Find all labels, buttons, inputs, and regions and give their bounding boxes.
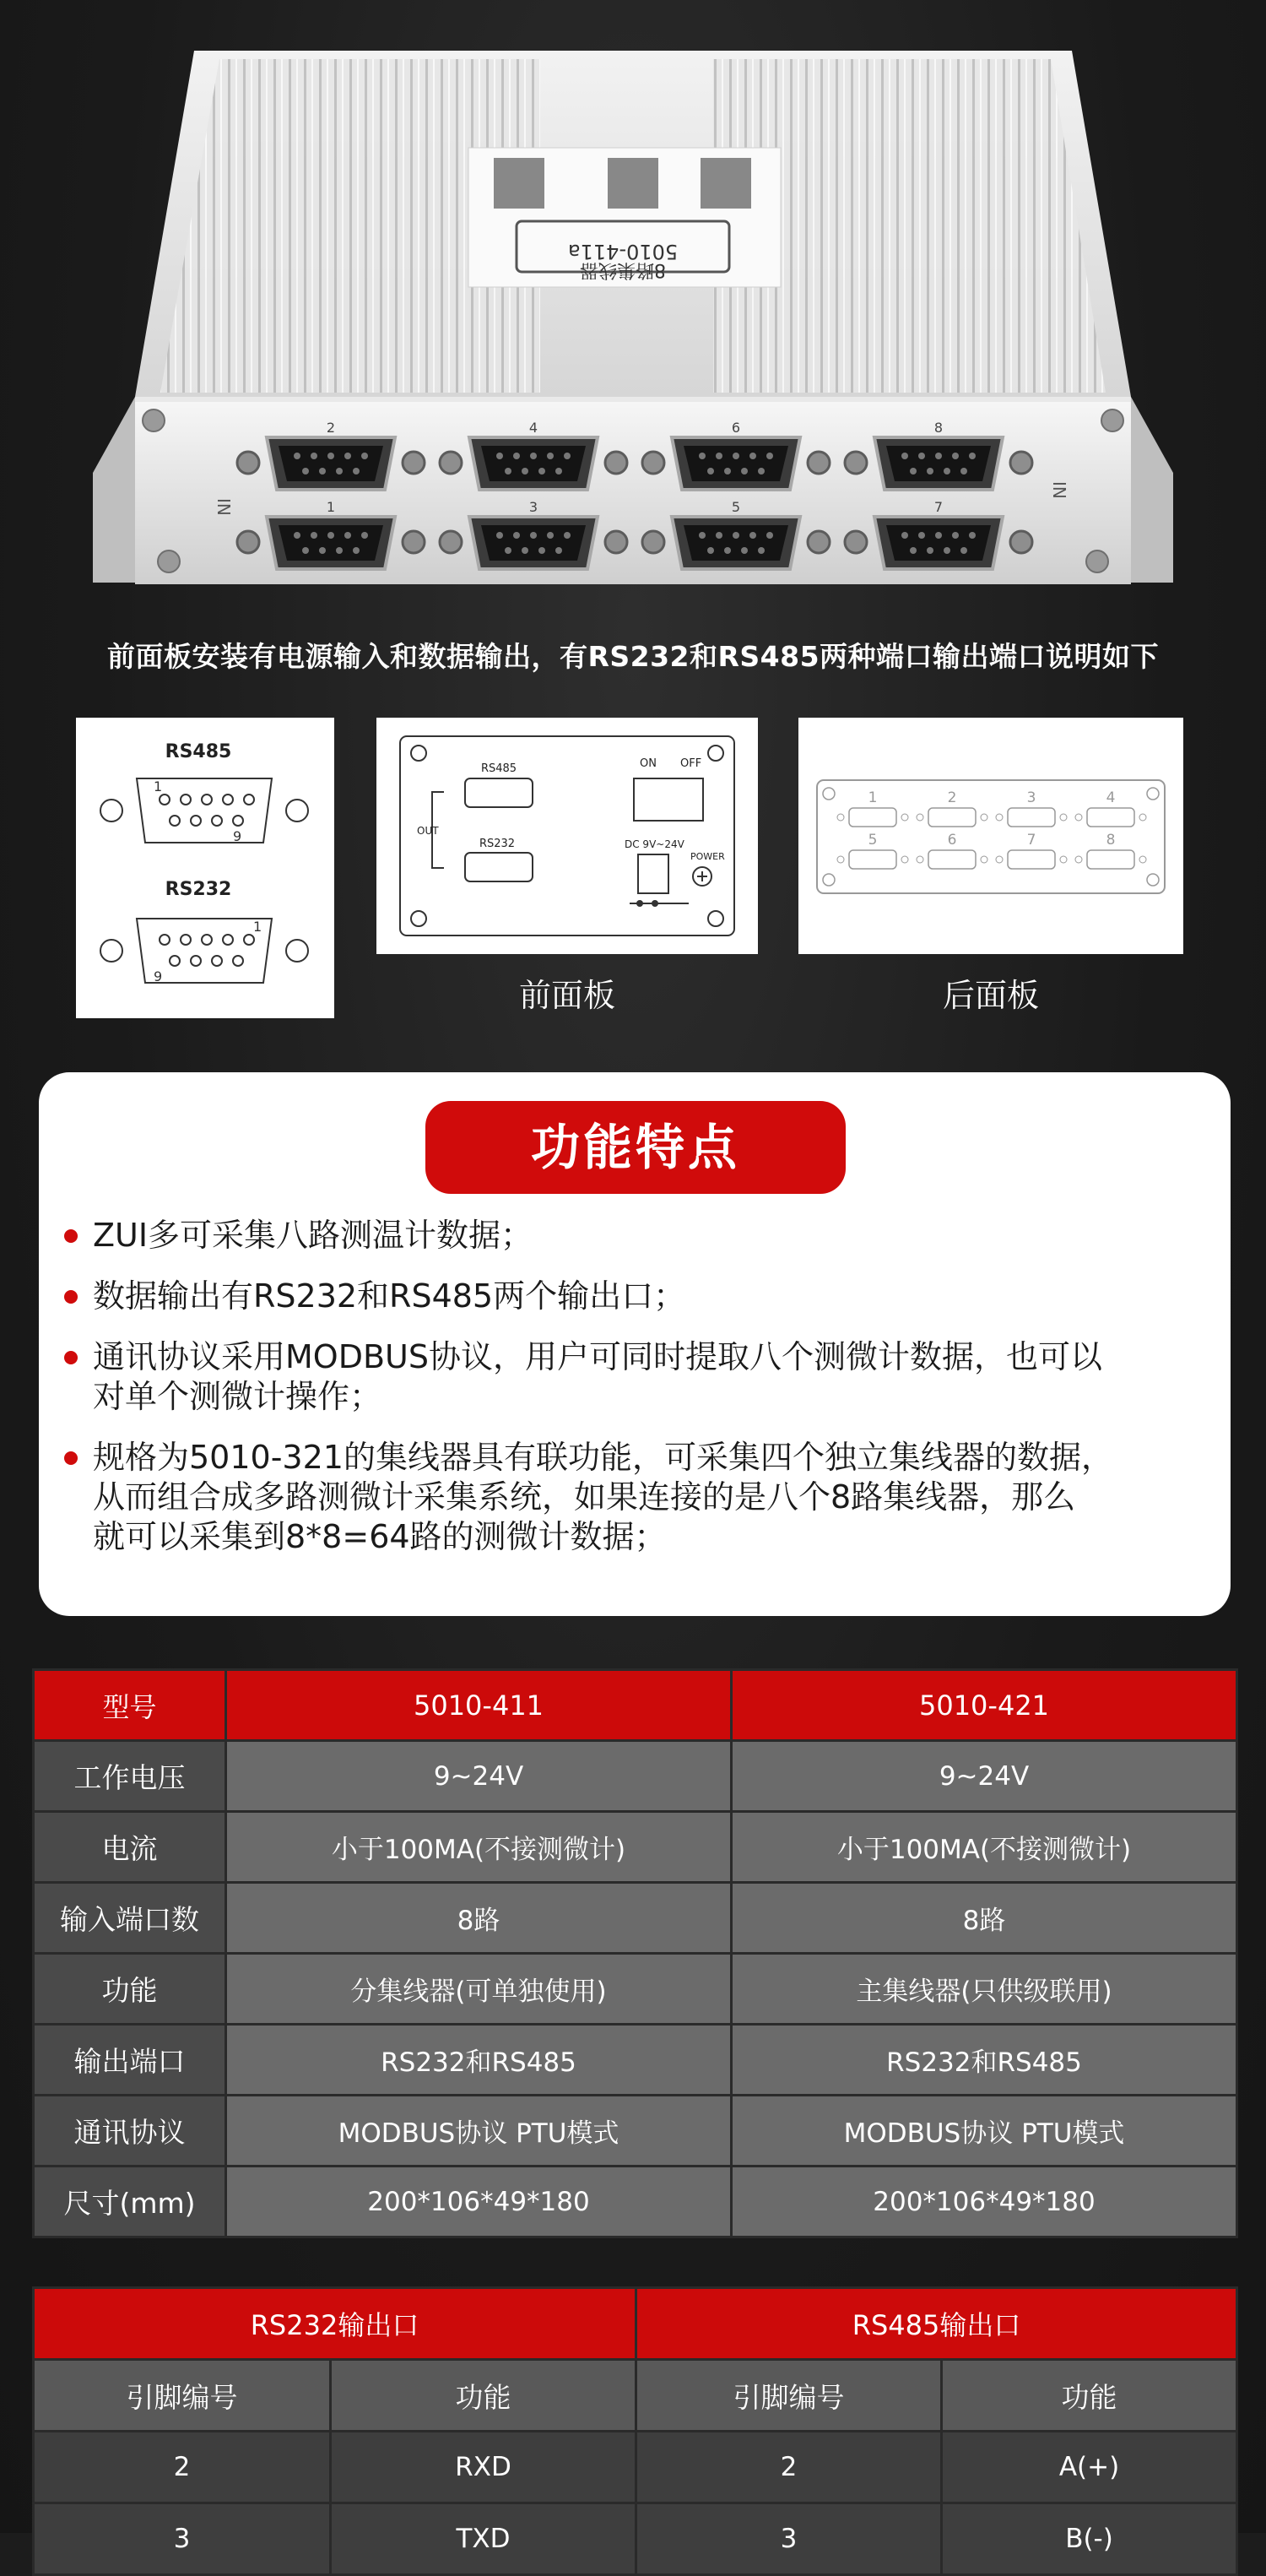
- screw-icon: [1086, 550, 1108, 572]
- table-row: [34, 2167, 1237, 2237]
- table-row: [34, 1812, 1237, 1883]
- feature-item: [64, 1277, 1195, 1316]
- bullet-dot-icon: [64, 1451, 78, 1465]
- spec-label-cell: 工作电压: [34, 1741, 226, 1812]
- spec-value-cell: MODBUS协议 PTU模式: [732, 2096, 1237, 2167]
- screw-icon: [143, 409, 165, 431]
- port-value-cell: 2: [34, 2432, 331, 2503]
- back-panel-diagram: [798, 718, 1183, 954]
- back-port-number: 7: [1026, 832, 1036, 849]
- rs232-pinout-label: RS232: [165, 879, 232, 900]
- spec-value-cell: 小于100MA(不接测微计): [226, 1812, 732, 1883]
- back-port: [996, 832, 1067, 869]
- screw-icon: [1101, 409, 1123, 431]
- port-group-header-cell: RS485输出口: [636, 2288, 1237, 2360]
- pin-number: 1: [154, 778, 163, 794]
- feature-list: [64, 1216, 1195, 1578]
- front-rs232-label: RS232: [479, 838, 516, 850]
- pin-number: 9: [154, 968, 163, 984]
- spec-value-cell: 主集线器(只供级联用): [732, 1954, 1237, 2025]
- front-rs485-label: RS485: [480, 762, 517, 775]
- qr-code-icon: [494, 158, 544, 209]
- port-value-cell: 3: [34, 2503, 331, 2575]
- back-port-number: 4: [1106, 789, 1116, 806]
- pin-number: 9: [233, 828, 242, 844]
- back-port-number: 3: [1026, 789, 1036, 806]
- spec-value-cell: 分集线器(可单独使用): [226, 1954, 732, 2025]
- dc-jack-icon: [638, 854, 668, 893]
- spec-label-cell: 尺寸(mm): [34, 2167, 226, 2237]
- spec-value-cell: RS232和RS485: [226, 2025, 732, 2096]
- feature-item: [64, 1438, 1195, 1557]
- mount-flange-left: [93, 397, 135, 583]
- pinout-diagram-panel: [76, 718, 334, 1018]
- feature-text-line: 规格为5010-321的集线器具有联功能，可采集四个独立集线器的数据，: [93, 1439, 1113, 1476]
- side-label-in-left: IN: [214, 498, 234, 516]
- spec-value-cell: RS232和RS485: [732, 2025, 1237, 2096]
- rs485-pinout-label: RS485: [165, 741, 232, 762]
- front-out-label: OUT: [417, 825, 439, 837]
- spec-header-cell: 5010-411: [226, 1670, 732, 1741]
- port-subheader-cell: 引脚编号: [34, 2360, 331, 2432]
- spec-table: [32, 1668, 1238, 2238]
- side-label-in-right: IN: [1049, 481, 1069, 499]
- back-port: [1075, 789, 1146, 827]
- port-value-cell: 2: [636, 2432, 942, 2503]
- table-row: [34, 1741, 1237, 1812]
- port-number: 3: [528, 499, 538, 515]
- back-port-number: 1: [868, 789, 878, 806]
- back-port: [837, 789, 908, 827]
- port-number: 8: [933, 420, 944, 436]
- qr-code-icon: [701, 158, 751, 209]
- feature-text-line: 数据输出有RS232和RS485两个输出口；: [93, 1277, 686, 1315]
- power-label: POWER: [690, 851, 725, 862]
- switch-on-label: ON: [640, 757, 657, 770]
- table-row: [34, 1883, 1237, 1954]
- table-row: [34, 1954, 1237, 2025]
- device-illustration: [0, 0, 1266, 608]
- port-value-cell: A(+): [942, 2432, 1237, 2503]
- spec-header-cell: 型号: [34, 1670, 226, 1741]
- spec-label-cell: 输出端口: [34, 2025, 226, 2096]
- back-port-number: 6: [947, 832, 957, 849]
- screw-icon: [158, 550, 180, 572]
- back-port: [1075, 832, 1146, 869]
- port-number: 5: [731, 499, 741, 515]
- port-subheader-cell: 功能: [942, 2360, 1237, 2432]
- qr-code-icon: [608, 158, 658, 209]
- spec-value-cell: 8路: [732, 1883, 1237, 1954]
- back-port-number: 2: [947, 789, 957, 806]
- sticker-title-line: 8路集线器: [580, 259, 666, 280]
- table-row: [34, 2096, 1237, 2167]
- port-subheader-cell: 引脚编号: [636, 2360, 942, 2432]
- back-port-number: 8: [1106, 832, 1116, 849]
- back-port: [917, 832, 987, 869]
- spec-label-cell: 通讯协议: [34, 2096, 226, 2167]
- spec-value-cell: 9~24V: [226, 1741, 732, 1812]
- spec-value-cell: 8路: [226, 1883, 732, 1954]
- spec-label-cell: 电流: [34, 1812, 226, 1883]
- port-value-cell: 3: [636, 2503, 942, 2575]
- feature-item: [64, 1337, 1195, 1417]
- spec-value-cell: 200*106*49*180: [732, 2167, 1237, 2237]
- port-number: 1: [326, 499, 336, 515]
- spec-header-row: [34, 1670, 1237, 1741]
- dc-input-label: DC 9V~24V: [625, 838, 684, 850]
- table-row: [34, 2432, 1237, 2503]
- mount-flange-right: [1131, 397, 1173, 583]
- feature-text-line: ZUI多可采集八路测温计数据；: [93, 1217, 533, 1254]
- front-panel-description: 前面板安装有电源输入和数据输出，有RS232和RS485两种端口输出端口说明如下: [106, 640, 1160, 673]
- port-value-cell: B(-): [942, 2503, 1237, 2575]
- pin-number: 1: [253, 919, 262, 935]
- back-port: [917, 789, 987, 827]
- spec-value-cell: MODBUS协议 PTU模式: [226, 2096, 732, 2167]
- feature-text-line: 对单个测微计操作；: [93, 1378, 382, 1415]
- back-port-number: 5: [868, 832, 878, 849]
- product-label-sticker: [468, 148, 781, 287]
- port-number: 6: [731, 420, 741, 436]
- features-title: 功能特点: [425, 1101, 846, 1194]
- feature-text-line: 通讯协议采用MODBUS协议，用户可同时提取八个测微计数据，也可以: [93, 1338, 1102, 1375]
- spec-value-cell: 9~24V: [732, 1741, 1237, 1812]
- spec-label-cell: 输入端口数: [34, 1883, 226, 1954]
- feature-text-line: 就可以采集到8*8=64路的测微计数据；: [93, 1518, 667, 1555]
- front-panel-diagram: [376, 718, 758, 954]
- port-number: 4: [528, 420, 538, 436]
- power-switch-icon: [634, 778, 703, 821]
- port-group-header-cell: RS232输出口: [34, 2288, 636, 2360]
- front-panel-caption: 前面板: [518, 977, 615, 1014]
- feature-item: [64, 1216, 1195, 1255]
- port-value-cell: TXD: [331, 2503, 636, 2575]
- back-port: [837, 832, 908, 869]
- bullet-dot-icon: [64, 1351, 78, 1364]
- port-number: 2: [326, 420, 336, 436]
- port-value-cell: RXD: [331, 2432, 636, 2503]
- table-row: [34, 2503, 1237, 2575]
- port-group-header-row: [34, 2288, 1237, 2360]
- feature-text-line: 从而组合成多路测微计采集系统，如果连接的是八个8路集线器，那么: [93, 1478, 1076, 1516]
- bullet-dot-icon: [64, 1290, 78, 1304]
- back-port: [996, 789, 1067, 827]
- port-number: 7: [933, 499, 944, 515]
- back-panel-caption: 后面板: [942, 977, 1039, 1014]
- port-subheader-cell: 功能: [331, 2360, 636, 2432]
- bullet-dot-icon: [64, 1229, 78, 1243]
- spec-header-cell: 5010-421: [732, 1670, 1237, 1741]
- spec-label-cell: 功能: [34, 1954, 226, 2025]
- sticker-model-line: 5010-411a: [567, 240, 679, 263]
- device-hero-image: [0, 0, 1266, 608]
- features-card: [39, 1072, 1231, 1616]
- switch-off-label: OFF: [680, 757, 702, 770]
- port-subheader-row: [34, 2360, 1237, 2432]
- spec-value-cell: 200*106*49*180: [226, 2167, 732, 2237]
- spec-value-cell: 小于100MA(不接测微计): [732, 1812, 1237, 1883]
- table-row: [34, 2025, 1237, 2096]
